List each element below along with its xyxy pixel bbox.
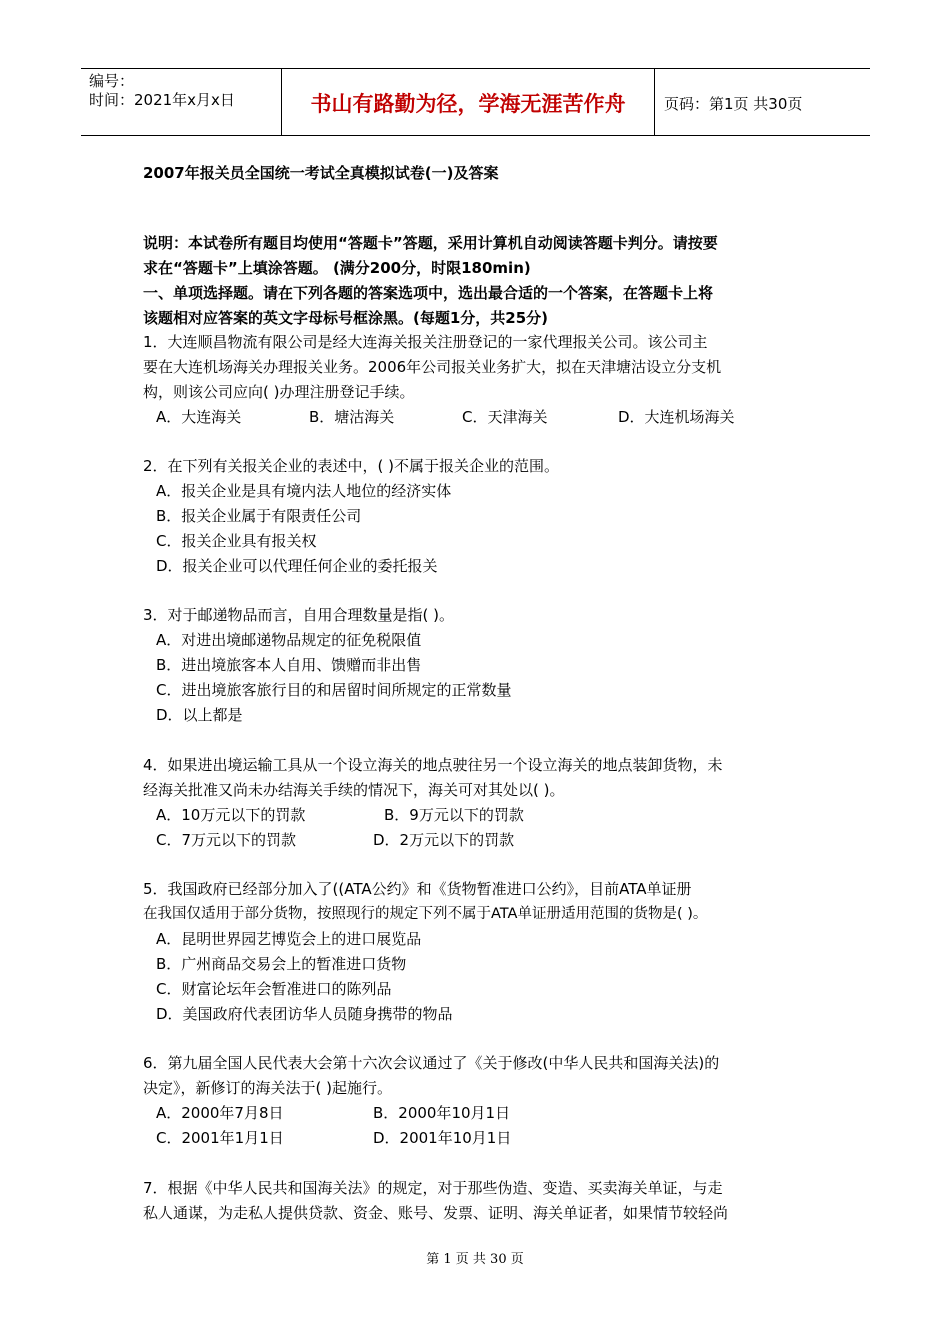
question-6-option-a: A．2000年7月8日 xyxy=(156,1104,284,1122)
header-divider-right xyxy=(654,68,655,136)
question-5-option-d: D．美国政府代表团访华人员随身携带的物品 xyxy=(156,1005,453,1023)
question-1-option-d: D．大连机场海关 xyxy=(618,408,735,426)
question-2-option-c: C．报关企业具有报关权 xyxy=(156,532,317,550)
question-4-option-b: B．9万元以下的罚款 xyxy=(384,806,524,824)
page-info: 页码：第1页 共30页 xyxy=(664,95,803,113)
question-4-text: 经海关批准又尚未办结海关手续的情况下，海关可对其处以( )。 xyxy=(143,781,565,799)
question-4-option-a: A．10万元以下的罚款 xyxy=(156,806,306,824)
question-5-text: 5．我国政府已经部分加入了((ATA公约》和《货物暂准进口公约》，目前ATA单证册 xyxy=(143,880,692,898)
question-5-option-c: C．财富论坛年会暂准进口的陈列品 xyxy=(156,980,392,998)
question-6-option-b: B．2000年10月1日 xyxy=(373,1104,511,1122)
question-2-option-a: A．报关企业是具有境内法人地位的经济实体 xyxy=(156,482,452,500)
header-bottom-border xyxy=(81,135,870,136)
document-title: 2007年报关员全国统一考试全真模拟试卷(一)及答案 xyxy=(143,164,499,182)
question-3-option-d: D．以上都是 xyxy=(156,706,243,724)
question-2-text: 2．在下列有关报关企业的表述中，( )不属于报关企业的范围。 xyxy=(143,457,560,475)
question-3-option-c: C．进出境旅客旅行目的和居留时间所规定的正常数量 xyxy=(156,681,512,699)
time-label: 时间：2021年x月x日 xyxy=(89,91,235,109)
question-6-option-d: D．2001年10月1日 xyxy=(373,1129,512,1147)
question-1-text: 1．大连顺昌物流有限公司是经大连海关报关注册登记的一家代理报关公司。该公司主 xyxy=(143,333,708,351)
question-3-text: 3．对于邮递物品而言，自用合理数量是指( )。 xyxy=(143,606,455,624)
header-slogan: 书山有路勤为径，学海无涯苦作舟 xyxy=(310,92,626,116)
question-3-option-a: A．对进出境邮递物品规定的征免税限值 xyxy=(156,631,422,649)
question-7-text: 私人通谋，为走私人提供贷款、资金、账号、发票、证明、海关单证者，如果情节较轻尚 xyxy=(143,1204,729,1222)
question-6-option-c: C．2001年1月1日 xyxy=(156,1129,284,1147)
question-1-option-b: B．塘沽海关 xyxy=(309,408,395,426)
page-footer: 第 1 页 共 30 页 xyxy=(426,1252,524,1267)
question-4-option-c: C．7万元以下的罚款 xyxy=(156,831,297,849)
question-1-option-a: A．大连海关 xyxy=(156,408,242,426)
question-3-option-b: B．进出境旅客本人自用、馈赠而非出售 xyxy=(156,656,422,674)
intro-line: 一、单项选择题。请在下列各题的答案选项中，选出最合适的一个答案，在答题卡上将 xyxy=(143,284,714,302)
question-5-option-b: B．广州商品交易会上的暂准进口货物 xyxy=(156,955,407,973)
question-1-option-c: C．天津海关 xyxy=(462,408,548,426)
header-top-border xyxy=(81,68,870,69)
intro-line: 说明：本试卷所有题目均使用“答题卡”答题，采用计算机自动阅读答题卡判分。请按要 xyxy=(143,234,718,252)
intro-line: 求在“答题卡”上填涂答题。 (满分200分，时限180min) xyxy=(143,259,531,277)
header-divider-left xyxy=(281,68,282,136)
question-1-text: 构，则该公司应向( )办理注册登记手续。 xyxy=(143,383,415,401)
question-4-text: 4．如果进出境运输工具从一个设立海关的地点驶往另一个设立海关的地点装卸货物，未 xyxy=(143,756,723,774)
question-5-text: 在我国仅适用于部分货物，按照现行的规定下列不属于ATA单证册适用范围的货物是( )。 xyxy=(143,906,708,922)
question-2-option-d: D．报关企业可以代理任何企业的委托报关 xyxy=(156,557,438,575)
question-4-option-d: D．2万元以下的罚款 xyxy=(373,831,515,849)
question-5-option-a: A．昆明世界园艺博览会上的进口展览品 xyxy=(156,930,422,948)
serial-label: 编号： xyxy=(89,72,135,90)
question-6-text: 6．第九届全国人民代表大会第十六次会议通过了《关于修改(中华人民共和国海关法)的 xyxy=(143,1054,720,1072)
question-6-text: 决定》，新修订的海关法于( )起施行。 xyxy=(143,1079,392,1097)
question-1-text: 要在大连机场海关办理报关业务。2006年公司报关业务扩大，拟在天津塘沽设立分支机 xyxy=(143,358,722,376)
intro-line: 该题相对应答案的英文字母标号框涂黑。(每题1分，共25分) xyxy=(143,309,549,327)
question-7-text: 7．根据《中华人民共和国海关法》的规定，对于那些伪造、变造、买卖海关单证，与走 xyxy=(143,1179,723,1197)
question-2-option-b: B．报关企业属于有限责任公司 xyxy=(156,507,362,525)
